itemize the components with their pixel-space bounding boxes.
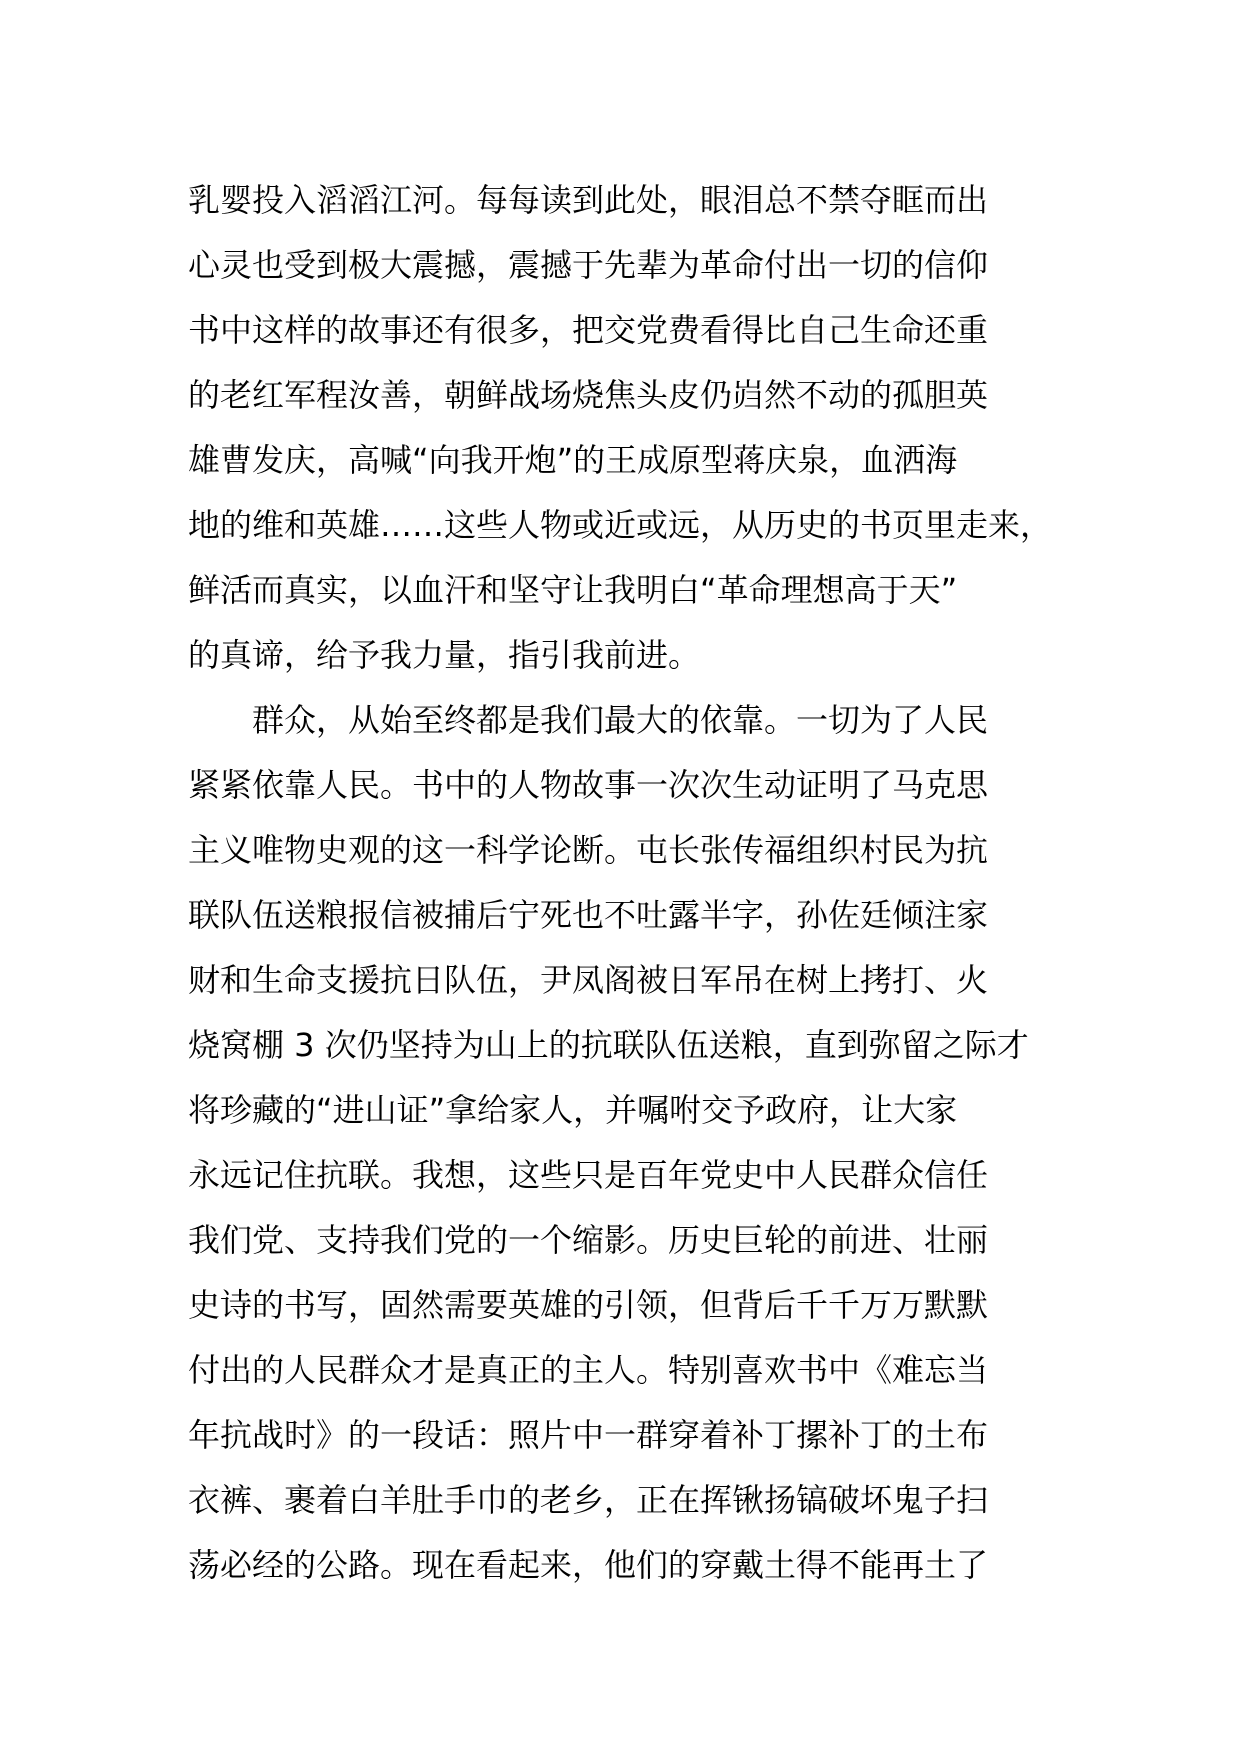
text-line: 主义唯物史观的这一科学论断。屯长张传福组织村民为抗 xyxy=(188,831,989,869)
text-line: 乳婴投入滔滔江河。每每读到此处，眼泪总不禁夺眶而出 xyxy=(188,181,989,219)
text-line: 的老红军程汝善，朝鲜战场烧焦头皮仍岿然不动的孤胆英 xyxy=(188,376,989,414)
text-line: 烧窝棚 3 次仍坚持为山上的抗联队伍送粮，直到弥留之际才 xyxy=(188,1026,1029,1064)
text-line: 地的维和英雄……这些人物或近或远，从历史的书页里走来， xyxy=(188,506,1053,544)
text-line: 衣裤、裹着白羊肚手巾的老乡，正在挥锹扬镐破坏鬼子扫 xyxy=(188,1481,989,1519)
text-line: 我们党、支持我们党的一个缩影。历史巨轮的前进、壮丽 xyxy=(188,1221,989,1259)
text-line: 紧紧依靠人民。书中的人物故事一次次生动证明了马克思 xyxy=(188,766,989,804)
text-line: 联队伍送粮报信被捕后宁死也不吐露半字，孙佐廷倾注家 xyxy=(188,896,989,934)
body-text xyxy=(188,168,1088,1598)
text-line: 年抗战时》的一段话：照片中一群穿着补丁摞补丁的土布 xyxy=(188,1416,989,1454)
text-line: 书中这样的故事还有很多，把交党费看得比自己生命还重 xyxy=(188,311,989,349)
text-line: 史诗的书写，固然需要英雄的引领，但背后千千万万默默 xyxy=(188,1286,989,1324)
text-line: 雄曹发庆，高喊“向我开炮”的王成原型蒋庆泉，血洒海 xyxy=(188,441,958,479)
text-line: 心灵也受到极大震撼，震撼于先辈为革命付出一切的信仰 xyxy=(188,246,989,284)
text-line: 将珍藏的“进山证”拿给家人，并嘱咐交予政府，让大家 xyxy=(188,1091,958,1129)
text-line: 付出的人民群众才是真正的主人。特别喜欢书中《难忘当 xyxy=(188,1351,989,1389)
text-line: 财和生命支援抗日队伍，尹凤阁被日军吊在树上拷打、火 xyxy=(188,961,989,999)
text-line: 荡必经的公路。现在看起来，他们的穿戴土得不能再土了 xyxy=(188,1546,989,1584)
text-line: 鲜活而真实，以血汗和坚守让我明白“革命理想高于天” xyxy=(188,571,958,609)
text-line: 的真谛，给予我力量，指引我前进。 xyxy=(188,636,701,674)
text-line: 永远记住抗联。我想，这些只是百年党史中人民群众信任 xyxy=(188,1156,989,1194)
text-line: 群众，从始至终都是我们最大的依靠。一切为了人民 xyxy=(188,701,989,739)
